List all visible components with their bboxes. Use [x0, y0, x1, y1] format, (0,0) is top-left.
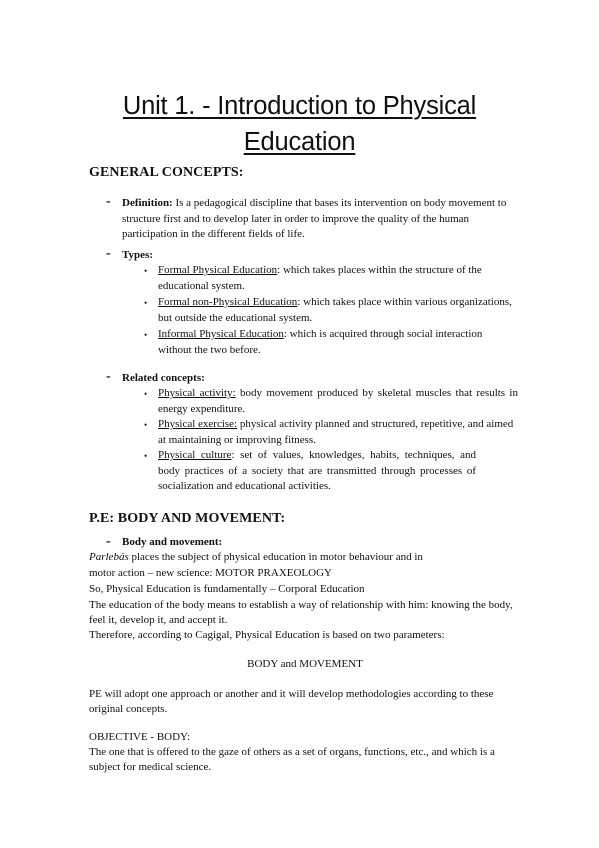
types-label: Types:	[122, 249, 153, 261]
title-line-1: Unit 1. - Introduction to Physical	[122, 92, 477, 120]
related-label: Related concepts:	[122, 372, 205, 384]
types-item-2	[158, 295, 518, 326]
related-bullet-3: •	[144, 451, 148, 461]
types-item-3-term: Informal Physical Education	[158, 328, 284, 340]
definition-label: Definition:	[122, 197, 173, 209]
body-movement-label: Body and movement:	[122, 536, 223, 548]
general-concepts-heading: GENERAL CONCEPTS:	[89, 165, 244, 180]
related-item-2	[158, 417, 518, 448]
related-dash: -	[106, 369, 111, 384]
parlebas-line	[89, 550, 521, 566]
types-item-2-text: : which takes place within various organizations, but outside the educational system.	[158, 296, 512, 324]
pe-approach-paragraph: PE will adopt one approach or another and it will develop methodologies according to these original concepts.	[89, 688, 494, 715]
definition-paragraph	[122, 196, 517, 243]
definition-dash: -	[106, 194, 111, 209]
parlebas-text: places the subject of physical education in motor behaviour and in	[128, 551, 423, 563]
corporal-education-line: So, Physical Education is fundamentally – Corporal Education	[89, 583, 365, 595]
pe-body-movement-heading: P.E: BODY AND MOVEMENT:	[89, 511, 286, 526]
related-item-1-text: body movement produced by skeletal muscles that results in energy expenditure.	[158, 387, 518, 415]
related-item-1	[158, 386, 518, 417]
related-item-1-term: Physical activity:	[158, 387, 236, 399]
title-line-2: Education	[243, 128, 356, 156]
related-bullet-2: •	[144, 420, 148, 430]
related-item-3-term: Physical culture	[158, 449, 232, 461]
types-item-2-term: Formal non-Physical Education	[158, 296, 298, 308]
cagigal-line: Therefore, according to Cagigal, Physical Education is based on two parameters:	[89, 629, 445, 641]
related-item-3	[158, 448, 476, 495]
body-and-movement-centered: BODY and MOVEMENT	[247, 658, 363, 670]
related-item-3-text: : set of values, knowledges, habits, techniques, and body practices of a society that are transmitted through processes of socialization and educational activities.	[158, 449, 476, 492]
objective-body-heading: OBJECTIVE - BODY:	[89, 731, 191, 743]
types-bullet-1: •	[144, 266, 148, 276]
objective-body-paragraph: The one that is offered to the gaze of others as a set of organs, functions, etc., and which is a subject for medical science.	[89, 746, 495, 773]
related-item-2-text: physical activity planned and structured, repetitive, and aimed at maintaining or improving fitness.	[158, 418, 514, 446]
types-item-1	[158, 263, 518, 294]
motor-action-line: motor action – new science: MOTOR PRAXEOLOGY	[89, 567, 332, 579]
education-body-paragraph: The education of the body means to establish a way of relationship with him: knowing the body, feel it, develop it, and accept it.	[89, 599, 513, 626]
parlebas-name: Parlebás	[89, 551, 129, 563]
body-movement-dash: -	[106, 534, 111, 549]
types-item-1-text: : which takes places within the structure of the educational system.	[158, 264, 482, 292]
types-item-1-term: Formal Physical Education	[158, 264, 278, 276]
types-item-3-text: : which is acquired through social interaction without the two before.	[158, 328, 483, 356]
related-bullet-1: •	[144, 389, 148, 399]
types-bullet-3: •	[144, 330, 148, 340]
definition-text: Is a pedagogical discipline that bases its intervention on body movement to structure first and to develop later in order to improve the quality of the human participation in the different fields of life.	[122, 197, 507, 240]
types-dash: -	[106, 246, 111, 261]
page-title	[60, 88, 539, 160]
types-item-3	[158, 327, 518, 358]
types-bullet-2: •	[144, 298, 148, 308]
related-item-2-term: Physical exercise:	[158, 418, 238, 430]
